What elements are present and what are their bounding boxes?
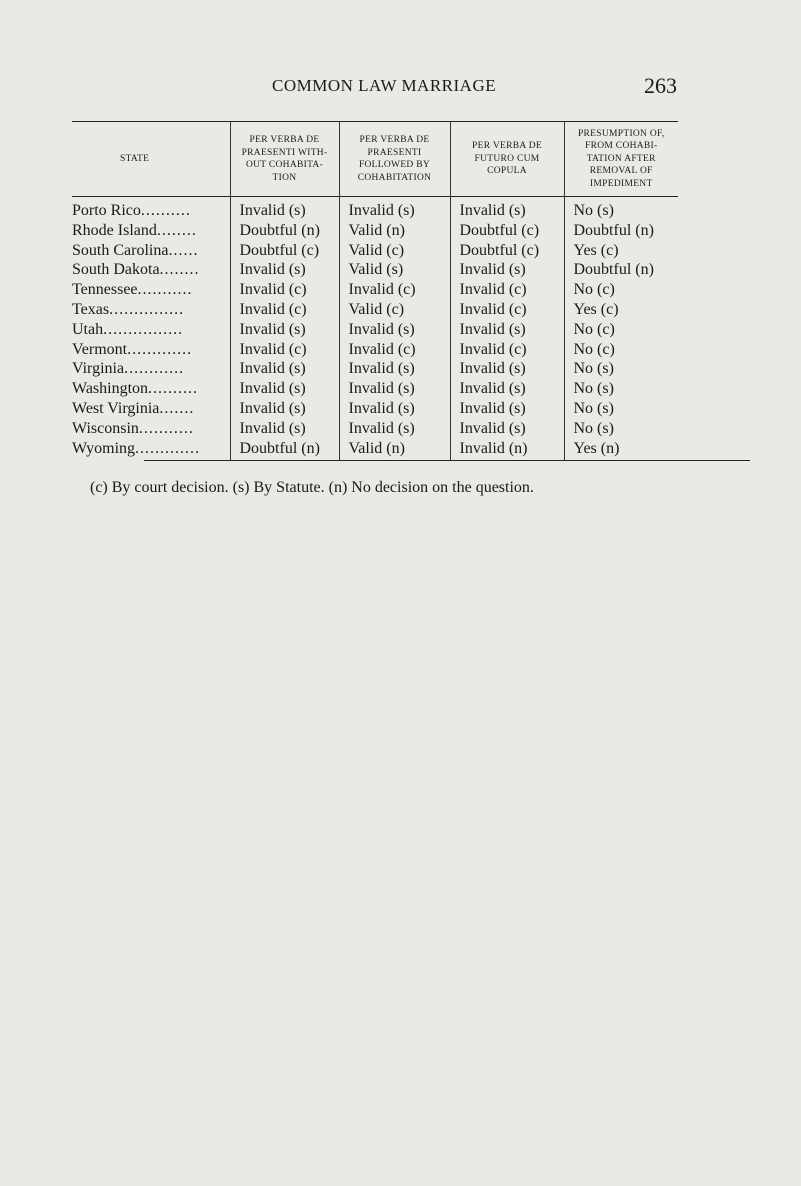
leader-dots: ........	[156, 221, 197, 239]
column-header-praesenti-without-cohabitation: PER VERBA DE PRAESENTI WITH-OUT COHABITA-TION	[230, 122, 339, 197]
state-cell	[72, 419, 230, 439]
table-row	[72, 300, 678, 320]
value-cell: Invalid (c)	[339, 280, 450, 300]
state-name: West Virginia	[72, 399, 160, 417]
value-cell: Invalid (s)	[450, 359, 564, 379]
state-name: Virginia	[72, 360, 125, 378]
value-cell: Invalid (s)	[339, 399, 450, 419]
value-cell: Invalid (n)	[450, 439, 564, 461]
leader-dots: ............	[124, 360, 185, 378]
value-cell: Invalid (s)	[450, 197, 564, 221]
state-name: South Carolina	[72, 241, 169, 259]
column-header-futuro-cum-copula: PER VERBA DE FUTURO CUM COPULA	[450, 122, 564, 197]
state-name: Vermont	[72, 340, 128, 358]
value-cell: Valid (c)	[339, 241, 450, 261]
value-cell: Invalid (c)	[230, 280, 339, 300]
leader-dots: ..........	[140, 202, 191, 219]
value-cell: Invalid (s)	[230, 359, 339, 379]
value-cell: Yes (n)	[564, 439, 678, 461]
leader-dots: ...........	[137, 281, 193, 299]
value-cell: Invalid (s)	[230, 399, 339, 419]
marriage-table	[72, 121, 678, 460]
state-cell	[72, 300, 230, 320]
leader-dots: ...............	[109, 300, 185, 318]
state-cell	[72, 439, 230, 461]
value-cell: No (s)	[564, 419, 678, 439]
state-cell	[72, 260, 230, 280]
column-header-state: STATE	[72, 122, 230, 197]
value-cell: Invalid (s)	[339, 197, 450, 221]
table-row	[72, 399, 678, 419]
running-title: COMMON LAW MARRIAGE	[272, 76, 497, 95]
state-cell	[72, 320, 230, 340]
state-name: South Dakota	[72, 261, 160, 279]
value-cell: Valid (n)	[339, 221, 450, 241]
value-cell: Doubtful (n)	[564, 260, 678, 280]
value-cell: Invalid (s)	[339, 419, 450, 439]
state-cell	[72, 399, 230, 419]
state-name: Rhode Island	[72, 221, 157, 239]
value-cell: Invalid (s)	[450, 260, 564, 280]
leader-dots: ..........	[148, 380, 199, 398]
table-row	[72, 359, 678, 379]
value-cell: Invalid (s)	[450, 320, 564, 340]
column-header-praesenti-with-cohabitation: PER VERBA DE PRAESENTI FOLLOWED BY COHABITATION	[339, 122, 450, 197]
state-cell	[72, 379, 230, 399]
value-cell: Doubtful (n)	[564, 221, 678, 241]
table-row	[72, 241, 678, 261]
value-cell: Doubtful (c)	[230, 241, 339, 261]
state-name: Texas	[72, 300, 110, 318]
value-cell: Invalid (c)	[450, 340, 564, 360]
value-cell: Valid (c)	[339, 300, 450, 320]
table-row	[72, 379, 678, 399]
table-row	[72, 260, 678, 280]
value-cell: Yes (c)	[564, 241, 678, 261]
value-cell: No (s)	[564, 197, 678, 221]
state-name: Porto Rico	[72, 202, 141, 219]
header-row	[72, 122, 678, 197]
state-name: Wyoming	[72, 439, 136, 457]
value-cell: Invalid (c)	[230, 300, 339, 320]
leader-dots: ......	[168, 241, 199, 259]
value-cell: No (s)	[564, 359, 678, 379]
value-cell: No (c)	[564, 340, 678, 360]
state-cell	[72, 280, 230, 300]
value-cell: Doubtful (n)	[230, 221, 339, 241]
state-cell	[72, 340, 230, 360]
page-number: 263	[644, 73, 677, 98]
state-cell	[72, 241, 230, 261]
value-cell: Invalid (c)	[450, 280, 564, 300]
value-cell: Invalid (s)	[339, 379, 450, 399]
state-name: Wisconsin	[72, 419, 139, 437]
table-row	[72, 340, 678, 360]
running-head	[0, 73, 801, 106]
leader-dots: ...........	[138, 419, 194, 437]
table-row	[72, 439, 678, 461]
value-cell: Doubtful (c)	[450, 241, 564, 261]
value-cell: Doubtful (n)	[230, 439, 339, 461]
value-cell: Invalid (s)	[230, 419, 339, 439]
value-cell: No (c)	[564, 320, 678, 340]
state-cell	[72, 221, 230, 241]
value-cell: Invalid (s)	[450, 379, 564, 399]
state-name: Utah	[72, 320, 104, 338]
table-bottom-rule	[144, 460, 750, 461]
table-body	[72, 197, 678, 461]
value-cell: Invalid (s)	[450, 419, 564, 439]
value-cell: Invalid (s)	[230, 379, 339, 399]
table-row	[72, 320, 678, 340]
value-cell: Invalid (s)	[339, 359, 450, 379]
leader-dots: ................	[103, 320, 184, 338]
value-cell: Invalid (c)	[339, 340, 450, 360]
leader-dots: .............	[127, 340, 193, 358]
value-cell: Invalid (c)	[450, 300, 564, 320]
state-cell	[72, 197, 230, 221]
state-name: Tennessee	[72, 281, 138, 299]
table-row	[72, 419, 678, 439]
value-cell: Invalid (s)	[450, 399, 564, 419]
state-name: Washington	[72, 380, 149, 398]
value-cell: Invalid (s)	[230, 320, 339, 340]
leader-dots: .............	[135, 439, 201, 457]
column-header-presumption: PRESUMPTION OF, FROM COHABI-TATION AFTER REMOVAL OF IMPEDIMENT	[564, 122, 678, 197]
footnote: (c) By court decision. (s) By Statute. (n) No decision on the question.	[90, 479, 534, 496]
leader-dots: .......	[159, 399, 195, 417]
value-cell: Invalid (s)	[230, 260, 339, 280]
value-cell: Valid (n)	[339, 439, 450, 461]
state-cell	[72, 359, 230, 379]
value-cell: Yes (c)	[564, 300, 678, 320]
marriage-table-container	[72, 121, 678, 460]
value-cell: Invalid (c)	[230, 340, 339, 360]
value-cell: No (c)	[564, 280, 678, 300]
table-row	[72, 197, 678, 221]
value-cell: Valid (s)	[339, 260, 450, 280]
value-cell: Invalid (s)	[339, 320, 450, 340]
table-header	[72, 122, 678, 197]
value-cell: No (s)	[564, 399, 678, 419]
value-cell: Doubtful (c)	[450, 221, 564, 241]
leader-dots: ........	[159, 261, 200, 279]
table-row	[72, 221, 678, 241]
table-row	[72, 280, 678, 300]
value-cell: Invalid (s)	[230, 197, 339, 221]
value-cell: No (s)	[564, 379, 678, 399]
